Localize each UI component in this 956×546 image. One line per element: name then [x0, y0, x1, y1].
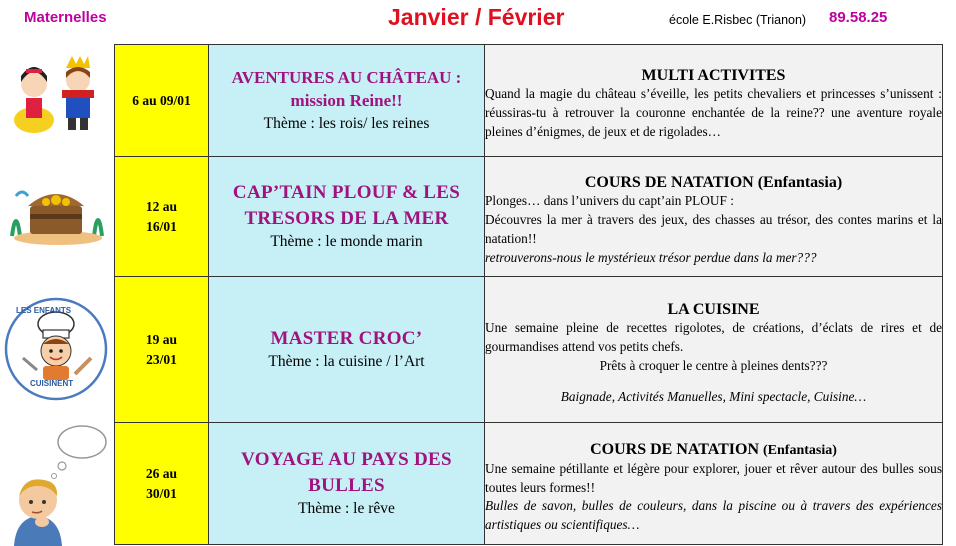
weekly-schedule-table — [114, 44, 943, 545]
week-date — [115, 423, 209, 545]
activity-cell — [485, 157, 943, 277]
side-illustrations — [0, 44, 114, 546]
activity-text: Quand la magie du château s’éveille, les petits chevaliers et princesses s’unissent : réussiras-tu à retrouver la couronne enchantée de la reine?? une aventure royale pleines d’énigmes, de jeux et de rigolades… — [485, 85, 942, 139]
theme-cell — [209, 45, 485, 157]
week-date — [115, 277, 209, 423]
date-end: 30/01 — [146, 485, 177, 501]
theme-title: VOYAGE AU PAYS DES BULLES — [241, 449, 452, 496]
date-start: 12 au — [145, 198, 178, 214]
school-name: école E.Risbec (Trianon) — [669, 13, 807, 27]
activity-title-suffix: (Enfantasia) — [763, 442, 837, 458]
activity-title: LA CUISINE — [667, 301, 760, 319]
activity-text: Découvres la mer à travers des jeux, des chasses au trésor, des contes marins et la natation!! — [485, 212, 942, 247]
theme-cell — [209, 277, 485, 423]
theme-subtitle: Thème : la cuisine / l’Art — [268, 353, 425, 371]
group-label: Maternelles — [24, 9, 107, 26]
week-date — [115, 157, 209, 277]
page-title: Janvier / Février — [388, 4, 565, 30]
theme-title: CAP’TAIN PLOUF & LES TRESORS DE LA MER — [232, 182, 461, 229]
activity-text: Une semaine pétillante et légère pour explorer, jouer et rêver autour des bulles sous toutes leurs formes!! — [485, 460, 942, 495]
theme-subtitle: Thème : le monde marin — [270, 233, 423, 251]
activity-title: MULTI ACTIVITES — [641, 66, 786, 84]
week-date: 6 au 09/01 — [115, 45, 209, 157]
activity-list-italic: Baignade, Activités Manuelles, Mini spectacle, Cuisine… — [560, 388, 867, 404]
theme-cell — [209, 157, 485, 277]
table-row — [115, 45, 943, 157]
logo-top-text: LES ENFANTS — [16, 306, 72, 315]
date-start: 19 au — [145, 331, 178, 347]
treasure-chest-icon — [6, 176, 106, 248]
activity-text-centered: Prêts à croquer le centre à pleines dents??? — [599, 358, 828, 374]
theme-title: AVENTURES AU CHÂTEAU : mission Reine!! — [231, 67, 462, 110]
page-header — [0, 0, 956, 44]
theme-cell — [209, 423, 485, 545]
activity-text-italic: Bulles de savon, bulles de couleurs, dans la piscine ou à travers des expériences artistiques ou scientifiques… — [485, 498, 942, 533]
activity-text-intro: Plonges… dans l’univers du capt’ain PLOUF : — [485, 193, 734, 209]
theme-title: MASTER CROC’ — [270, 327, 423, 349]
activity-text: Une semaine pleine de recettes rigolotes, de créations, d’éclats de rires et de gourmandises attend vos petits chefs. — [485, 320, 942, 355]
table-row — [115, 423, 943, 545]
date-start: 26 au — [145, 465, 178, 481]
thinking-boy-icon — [4, 422, 110, 546]
activity-title — [485, 432, 942, 460]
activity-cell — [485, 277, 943, 423]
table-row — [115, 277, 943, 423]
date-end: 23/01 — [146, 351, 177, 367]
activity-text-italic: retrouverons-nous le mystérieux trésor perdue dans la mer??? — [485, 249, 817, 265]
theme-subtitle: Thème : les rois/ les reines — [263, 114, 430, 132]
logo-bottom-text: CUISINENT — [30, 379, 74, 388]
date-end: 16/01 — [146, 218, 177, 234]
activity-cell — [485, 45, 943, 157]
table-row — [115, 157, 943, 277]
theme-subtitle: Thème : le rêve — [298, 500, 395, 518]
activity-title: COURS DE NATATION (Enfantasia) — [584, 174, 843, 192]
activity-cell — [485, 423, 943, 545]
king-queen-icon — [6, 54, 104, 134]
phone-number: 89.58.25 — [829, 9, 888, 26]
activity-title-main: COURS DE NATATION — [590, 440, 759, 458]
